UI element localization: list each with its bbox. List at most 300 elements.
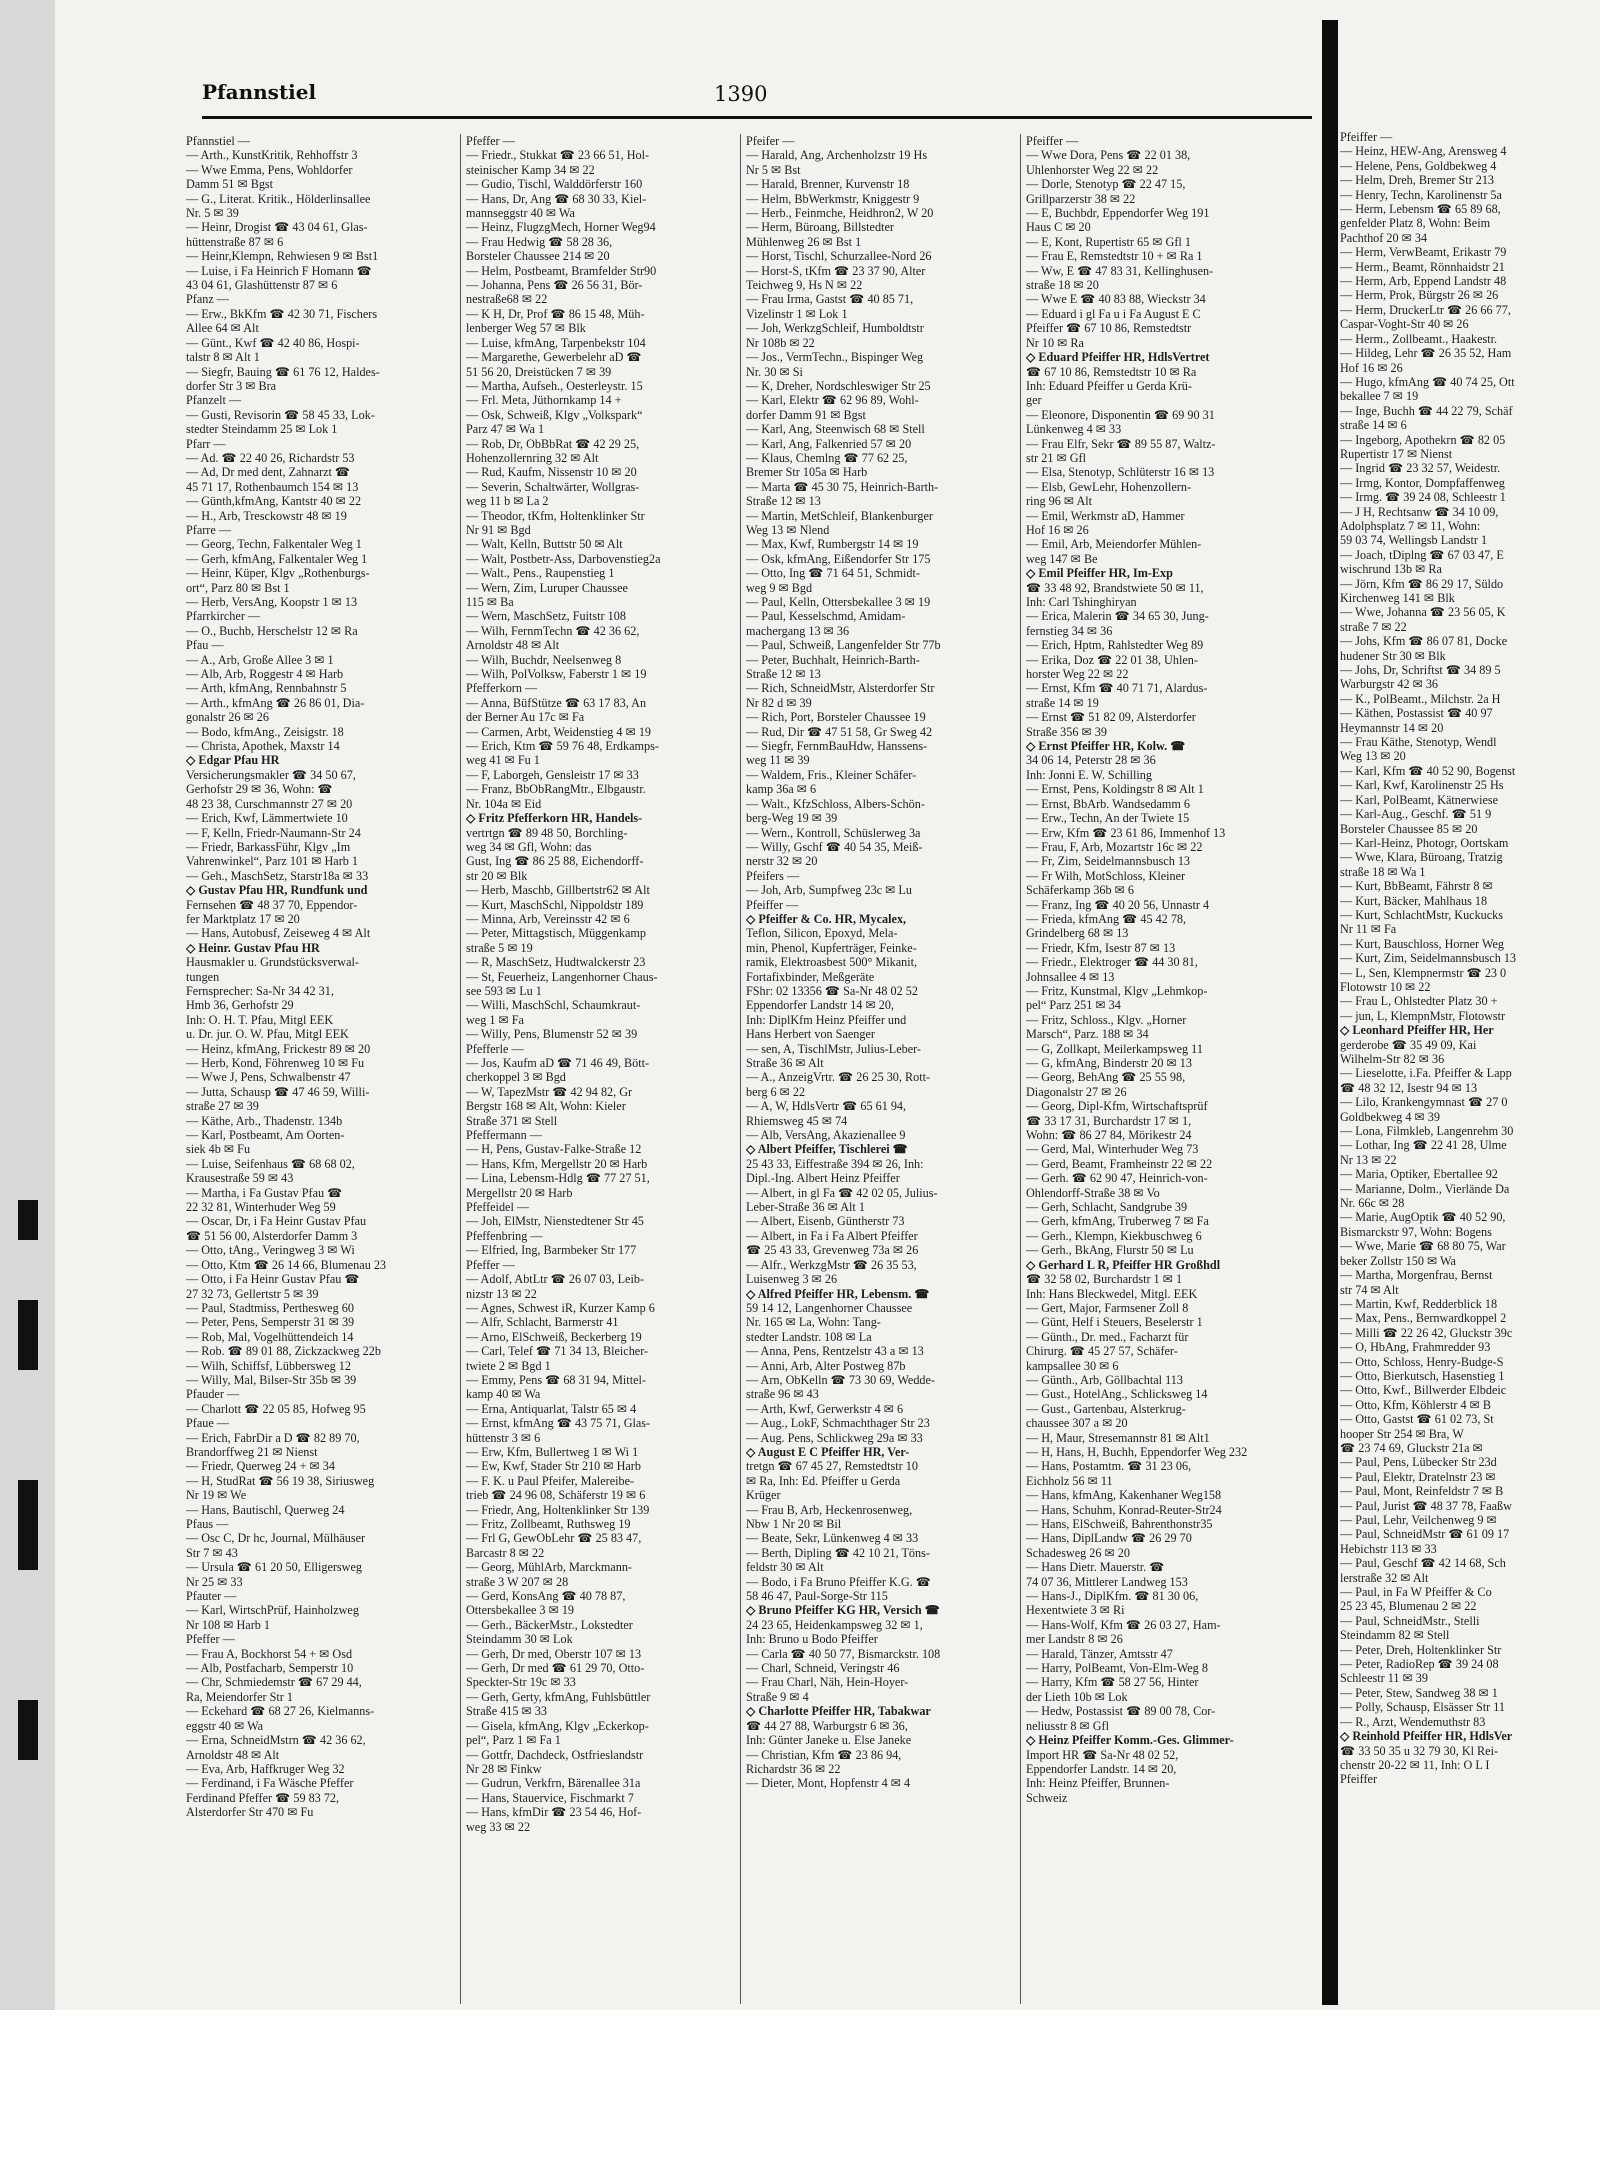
listing-line: Pfeffeidel — bbox=[466, 1200, 530, 1215]
listing-line: Pfeffer — bbox=[466, 134, 515, 148]
listing-line: — Paul, Stadtmiss, Perthesweg 60 bbox=[186, 1300, 354, 1315]
listing-line: — H, Maur, Stresemannstr 81 ✉ Alt1 bbox=[1026, 1430, 1210, 1445]
listing-line: Pfeffermann — bbox=[466, 1128, 542, 1143]
listing-line: Nr 91 ✉ Bgd bbox=[466, 522, 531, 537]
listing-column-1 bbox=[186, 134, 454, 1820]
listing-line: — Friedr, BarkassFühr, Klgv „Im bbox=[186, 839, 351, 854]
listing-line: Nr. 66c ✉ 28 bbox=[1340, 1196, 1405, 1211]
listing-line: — Hugo, kfmAng ☎ 40 74 25, Ott bbox=[1340, 374, 1515, 389]
listing-line: 58 46 47, Paul-Sorge-Str 115 bbox=[746, 1589, 888, 1604]
listing-line: — Aug., LokF, Schmachthager Str 23 bbox=[746, 1416, 930, 1431]
listing-line: dorfer Damm 91 ✉ Bgst bbox=[746, 407, 866, 422]
page-number: 1390 bbox=[714, 82, 768, 106]
listing-line: — Geh., MaschSetz, Starstr18a ✉ 33 bbox=[186, 868, 369, 883]
listing-line: — Willy, Mal, Bilser-Str 35b ✉ 39 bbox=[186, 1372, 357, 1387]
listing-line: twiete 2 ✉ Bgd 1 bbox=[466, 1358, 551, 1373]
listing-line: Schweiz bbox=[1026, 1790, 1068, 1805]
listing-line: — Friedr, Kfm, Isestr 87 ✉ 13 bbox=[1026, 940, 1176, 955]
listing-line: straße 96 ✉ 43 bbox=[746, 1387, 819, 1402]
listing-line: straße 18 ✉ 20 bbox=[1026, 278, 1099, 293]
listing-line: ◇ Ernst Pfeiffer HR, Kolw. ☎ bbox=[1026, 739, 1186, 754]
listing-line: Nbw 1 Nr 20 ✉ Bil bbox=[746, 1517, 842, 1531]
listing-line: 48 23 38, Curschmannstr 27 ✉ 20 bbox=[186, 796, 353, 811]
listing-line: — Arth, Kwf, Gerwerkstr 4 ✉ 6 bbox=[746, 1401, 904, 1416]
listing-line: Rhiemsweg 45 ✉ 74 bbox=[746, 1113, 848, 1128]
listing-line: Teichweg 9, Hs N ✉ 22 bbox=[746, 278, 863, 293]
listing-line: — Herm, Prok, Bürgstr 26 ✉ 26 bbox=[1340, 288, 1499, 303]
listing-line: — Franz, Ing ☎ 40 20 56, Unnastr 4 bbox=[1026, 897, 1210, 912]
listing-line: — Wilh, FernmTechn ☎ 42 36 62, bbox=[466, 623, 640, 638]
listing-line: — Arth, kfmAng, Rennbahnstr 5 bbox=[186, 681, 347, 696]
listing-line: Pfeiffer — bbox=[746, 897, 799, 912]
listing-line: — Lona, Filmkleb, Langenrehm 30 bbox=[1340, 1124, 1514, 1139]
listing-line: Warburgstr 42 ✉ 36 bbox=[1340, 677, 1439, 692]
listing-line: Uhlenhorster Weg 22 ✉ 22 bbox=[1026, 162, 1159, 177]
listing-column-2 bbox=[466, 134, 734, 1834]
listing-line: — Günth., Dr. med., Facharzt für bbox=[1026, 1329, 1189, 1344]
listing-line: Pfarre — bbox=[186, 522, 232, 537]
listing-line: Fernsehen ☎ 48 37 70, Eppendor- bbox=[186, 897, 358, 912]
listing-line: — Eva, Arb, Haffkruger Weg 32 bbox=[186, 1761, 345, 1776]
listing-line: Diagonalstr 27 ✉ 26 bbox=[1026, 1084, 1127, 1099]
listing-line: — Paul, Pens, Lübecker Str 23d bbox=[1340, 1455, 1497, 1470]
listing-line: Mühlenweg 26 ✉ Bst 1 bbox=[746, 234, 862, 249]
listing-line: — Peter, RadioRep ☎ 39 24 08 bbox=[1340, 1657, 1499, 1672]
listing-line: Pfeifer — bbox=[746, 134, 795, 148]
listing-line: ☎ 33 48 92, Brandstwiete 50 ✉ 11, bbox=[1026, 580, 1204, 595]
listing-line: — Herm, Büroang, Billstedter bbox=[746, 220, 894, 235]
listing-line: — Wwe Dora, Pens ☎ 22 01 38, bbox=[1026, 148, 1191, 163]
listing-line: — Hans, ElSchweiß, Bahrenthonstr35 bbox=[1026, 1517, 1213, 1531]
listing-line: bekallee 7 ✉ 19 bbox=[1340, 389, 1419, 404]
listing-line: — Alfr, Schlacht, Barmerstr 41 bbox=[466, 1315, 619, 1330]
listing-line: — Alb, Postfacharb, Semperstr 10 bbox=[186, 1661, 354, 1676]
listing-line: Pfeffenbring — bbox=[466, 1228, 543, 1243]
listing-line: Pfauder — bbox=[186, 1387, 240, 1402]
listing-line: — Henry, Techn, Karolinenstr 5a bbox=[1340, 187, 1502, 202]
listing-line: weg 147 ✉ Be bbox=[1026, 551, 1098, 566]
listing-line: tretgn ☎ 67 45 27, Remstedtstr 10 bbox=[746, 1459, 918, 1474]
listing-line: — Siegfr, Bauing ☎ 61 76 12, Haldes- bbox=[186, 364, 380, 379]
listing-line: ◇ Alfred Pfeiffer HR, Lebensm. ☎ bbox=[746, 1286, 930, 1301]
listing-line: Lünkenweg 4 ✉ 33 bbox=[1026, 422, 1122, 437]
listing-line: Allee 64 ✉ Alt bbox=[186, 321, 259, 336]
listing-line: Bismarckstr 97, Wohn: Bogens bbox=[1340, 1224, 1492, 1239]
listing-line: Str 7 ✉ 43 bbox=[186, 1545, 238, 1560]
listing-line: — Maria, Optiker, Ebertallee 92 bbox=[1340, 1167, 1498, 1182]
listing-line: — Karl, Postbeamt, Am Oorten- bbox=[186, 1128, 345, 1143]
listing-line: Eppendorfer Landstr 14 ✉ 20, bbox=[746, 998, 894, 1013]
listing-line: genfelder Platz 8, Wohn: Beim bbox=[1340, 216, 1491, 231]
listing-line: — Walt, Postbetr-Ass, Darbovenstieg2a bbox=[466, 551, 661, 566]
listing-line: ✉ Ra, Inh: Ed. Pfeiffer u Gerda bbox=[746, 1473, 901, 1488]
listing-line: Pfauter — bbox=[186, 1589, 237, 1604]
listing-line: — Frau, F, Arb, Mozartstr 16c ✉ 22 bbox=[1026, 839, 1203, 854]
listing-line: — Gerh, Dr med, Oberstr 107 ✉ 13 bbox=[466, 1646, 642, 1661]
listing-line: Heymannstr 14 ✉ 20 bbox=[1340, 720, 1444, 735]
listing-line: — Otto, i Fa Heinr Gustav Pfau ☎ bbox=[186, 1272, 360, 1287]
header-rule bbox=[202, 116, 1312, 119]
listing-line: — Willy, Pens, Blumenstr 52 ✉ 39 bbox=[466, 1027, 638, 1042]
listing-line: Dipl.-Ing. Albert Heinz Pfeiffer bbox=[746, 1171, 900, 1186]
listing-line: Straße 36 ✉ Alt bbox=[746, 1056, 824, 1070]
listing-line: — Gerh. ☎ 62 90 47, Heinrich-von- bbox=[1026, 1171, 1208, 1186]
listing-line: — Martin, MetSchleif, Blankenburger bbox=[746, 508, 933, 523]
listing-line: Richardstr 36 ✉ 22 bbox=[746, 1761, 841, 1776]
listing-line: — Harald, Tänzer, Amtsstr 47 bbox=[1026, 1646, 1173, 1661]
listing-line: — Gottfr, Dachdeck, Ostfrieslandstr bbox=[466, 1747, 644, 1762]
listing-line: feldstr 30 ✉ Alt bbox=[746, 1560, 824, 1575]
listing-line: 25 43 33, Eiffestraße 394 ✉ 26, Inh: bbox=[746, 1156, 924, 1171]
listing-line: Straße 356 ✉ 39 bbox=[1026, 724, 1107, 739]
listing-line: Inh: Hans Bleckwedel, Mitgl. EEK bbox=[1026, 1286, 1198, 1301]
ink-blot bbox=[18, 1200, 38, 1240]
listing-line: weg 33 ✉ 22 bbox=[466, 1819, 531, 1834]
listing-line: — Käthe, Arb., Thadenstr. 134b bbox=[186, 1113, 343, 1128]
listing-line: Chirurg. ☎ 45 27 57, Schäfer- bbox=[1026, 1344, 1178, 1359]
listing-line: — F. K. u Paul Pfeifer, Malereibe- bbox=[466, 1473, 635, 1488]
listing-line: — Luise, kfmAng, Tarpenbekstr 104 bbox=[466, 335, 646, 350]
listing-line: Inh: DiplKfm Heinz Pfeiffer und bbox=[746, 1012, 907, 1027]
listing-line: — Kurt, SchlachtMstr, Kuckucks bbox=[1340, 907, 1504, 922]
listing-line: — Gerh., BkAng, Flurstr 50 ✉ Lu bbox=[1026, 1243, 1194, 1258]
listing-line: — Elsa, Stenotyp, Schlüterstr 16 ✉ 13 bbox=[1026, 465, 1215, 480]
listing-line: — Berth, Dipling ☎ 42 10 21, Töns- bbox=[746, 1545, 930, 1560]
listing-line: min, Phenol, Kupferträger, Feinke- bbox=[746, 940, 917, 955]
listing-line: — Otto, Gastst ☎ 61 02 73, St bbox=[1340, 1412, 1494, 1427]
listing-line: — Kurt, Bäcker, Mahlhaus 18 bbox=[1340, 893, 1488, 908]
listing-line: Borsteler Chaussee 85 ✉ 20 bbox=[1340, 821, 1478, 836]
listing-line: — Karl, Ang, Steenwisch 68 ✉ Stell bbox=[746, 422, 925, 437]
listing-line: — Gerh., BäckerMstr., Lokstedter bbox=[466, 1617, 633, 1632]
listing-line: — Heinr,Klempn, Rehwiesen 9 ✉ Bst1 bbox=[186, 249, 379, 264]
listing-line: — Luise, Seifenhaus ☎ 68 68 02, bbox=[186, 1156, 355, 1171]
listing-line: — Paul, Jurist ☎ 48 37 78, Faaßw bbox=[1340, 1498, 1512, 1513]
listing-line: — Anna, Pens, Rentzelstr 43 a ✉ 13 bbox=[746, 1344, 924, 1359]
listing-line: Pfau — bbox=[186, 638, 224, 653]
listing-line: — Friedr., Stukkat ☎ 23 66 51, Hol- bbox=[466, 148, 650, 163]
listing-line: — Osc C, Dr hc, Journal, Mülhäuser bbox=[186, 1531, 366, 1546]
listing-line: — Lilo, Krankengymnast ☎ 27 0 bbox=[1340, 1095, 1508, 1110]
listing-line: — Herb, Maschb, Gillbertstr62 ✉ Alt bbox=[466, 883, 650, 898]
listing-line: — Hans, kfmAng, Kakenhaner Weg158 bbox=[1026, 1488, 1222, 1503]
listing-line: — Otto, tAng., Veringweg 3 ✉ Wi bbox=[186, 1243, 355, 1258]
listing-line: Steindamm 30 ✉ Lok bbox=[466, 1632, 573, 1647]
page-gutter-shadow bbox=[1322, 20, 1338, 2005]
listing-line: Wohn: ☎ 86 27 84, Mörikestr 24 bbox=[1026, 1128, 1192, 1143]
listing-line: Grindelberg 68 ✉ 13 bbox=[1026, 926, 1129, 941]
listing-line: — Christian, Kfm ☎ 23 86 94, bbox=[746, 1747, 902, 1762]
listing-line: Hof 16 ✉ 26 bbox=[1026, 522, 1089, 537]
listing-line: str 74 ✉ Alt bbox=[1340, 1282, 1399, 1297]
listing-line: str 21 ✉ Gfl bbox=[1026, 450, 1086, 465]
listing-line: ☎ 23 74 69, Gluckstr 21a ✉ bbox=[1340, 1440, 1483, 1455]
listing-line: — Hans, Dr, Ang ☎ 68 30 33, Kiel- bbox=[466, 191, 647, 206]
listing-line: — Gust., HotelAng., Schlicksweg 14 bbox=[1026, 1387, 1208, 1402]
listing-line: — Friedr, Querweg 24 + ✉ 34 bbox=[186, 1459, 335, 1474]
listing-line: ☎ 33 17 31, Burchardstr 17 ✉ 1, bbox=[1026, 1113, 1192, 1128]
listing-line: ◇ Bruno Pfeiffer KG HR, Versich ☎ bbox=[746, 1603, 940, 1618]
listing-line: — H, StudRat ☎ 56 19 38, Siriusweg bbox=[186, 1473, 375, 1488]
listing-line: Vizelinstr 1 ✉ Lok 1 bbox=[746, 306, 848, 321]
listing-line: — Walt., KfzSchloss, Albers-Schön- bbox=[746, 796, 925, 811]
listing-line: — St, Feuerheiz, Langenhorner Chaus- bbox=[466, 969, 658, 984]
listing-line: — K., PolBeamt., Milchstr. 2a H bbox=[1340, 691, 1501, 706]
listing-line: — Jos, Kaufm aD ☎ 71 46 49, Bött- bbox=[466, 1056, 650, 1070]
listing-line: — jun, L, KlempnMstr, Flotowstr bbox=[1340, 1008, 1506, 1023]
listing-line: — Karl-Heinz, Photogr, Oortskam bbox=[1340, 835, 1509, 850]
listing-line: weg 1 ✉ Fa bbox=[466, 1012, 524, 1027]
listing-line: — Hans-J., DiplKfm. ☎ 81 30 06, bbox=[1026, 1589, 1199, 1604]
listing-line: weg 41 ✉ Fu 1 bbox=[466, 753, 540, 768]
listing-line: Nr. 30 ✉ Si bbox=[746, 364, 803, 379]
listing-line: Inh: Eduard Pfeiffer u Gerda Krü- bbox=[1026, 378, 1192, 393]
listing-line: Nr. 104a ✉ Eid bbox=[466, 796, 542, 811]
listing-line: — K, Dreher, Nordschleswiger Str 25 bbox=[746, 378, 931, 393]
listing-line: — Johs, Dr, Schriftst ☎ 34 89 5 bbox=[1340, 663, 1501, 678]
listing-line: nestraße68 ✉ 22 bbox=[466, 292, 548, 307]
listing-line: ◇ Edgar Pfau HR bbox=[186, 753, 280, 768]
listing-line: ort“, Parz 80 ✉ Bst 1 bbox=[186, 580, 290, 595]
listing-line: — Wwe, Klara, Büroang, Tratzig bbox=[1340, 850, 1503, 865]
listing-line: Weg 13 ✉ Nlend bbox=[746, 522, 830, 537]
listing-line: — Gudrun, Verkfrn, Bärenallee 31a bbox=[466, 1776, 641, 1791]
listing-line: — Herm, Lebensm ☎ 65 89 68, bbox=[1340, 202, 1501, 217]
listing-line: ☎ 25 43 33, Grevenweg 73a ✉ 26 bbox=[746, 1243, 919, 1258]
listing-line: Krausestraße 59 ✉ 43 bbox=[186, 1171, 294, 1186]
listing-line: — E, Buchbdr, Eppendorfer Weg 191 bbox=[1026, 206, 1210, 221]
listing-line: Pfanzelt — bbox=[186, 393, 242, 408]
listing-line: Straße 371 ✉ Stell bbox=[466, 1113, 558, 1128]
listing-line: — Rob, Dr, ObBbRat ☎ 42 29 25, bbox=[466, 436, 640, 451]
listing-line: Inh: Carl Tshinghiryan bbox=[1026, 595, 1137, 609]
listing-line: — Ursula ☎ 61 20 50, Elligersweg bbox=[186, 1560, 362, 1575]
listing-line: ger bbox=[1026, 393, 1042, 408]
listing-line: Brandorffweg 21 ✉ Nienst bbox=[186, 1444, 318, 1459]
listing-line: — Heinr, Drogist ☎ 43 04 61, Glas- bbox=[186, 220, 368, 235]
listing-line: kampsallee 30 ✉ 6 bbox=[1026, 1358, 1119, 1373]
listing-line: — Frau E, Remstedtstr 10 + ✉ Ra 1 bbox=[1026, 249, 1203, 264]
listing-line: — Walt, Kelln, Buttstr 50 ✉ Alt bbox=[466, 537, 623, 552]
listing-line: — Charlott ☎ 22 05 85, Hofweg 95 bbox=[186, 1401, 366, 1416]
listing-line: dorfer Str 3 ✉ Bra bbox=[186, 378, 277, 393]
listing-line: — Hans-Wolf, Kfm ☎ 26 03 27, Ham- bbox=[1026, 1617, 1221, 1632]
listing-line: straße 5 ✉ 19 bbox=[466, 940, 533, 955]
listing-line: — Frau Elfr, Sekr ☎ 89 55 87, Waltz- bbox=[1026, 436, 1216, 451]
listing-line: Pfanz — bbox=[186, 292, 229, 307]
listing-line: — Anni, Arb, Alter Postweg 87b bbox=[746, 1358, 906, 1373]
listing-line: — Max, Pens., Bernwardkoppel 2 bbox=[1340, 1311, 1507, 1326]
listing-line: — Peter, Pens, Semperstr 31 ✉ 39 bbox=[186, 1315, 355, 1330]
listing-line: — Helene, Pens, Goldbekweg 4 bbox=[1340, 158, 1497, 173]
listing-line: — Rich, Port, Borsteler Chaussee 19 bbox=[746, 710, 926, 725]
listing-line: Hebichstr 113 ✉ 33 bbox=[1340, 1541, 1437, 1556]
listing-line: straße 7 ✉ 22 bbox=[1340, 619, 1407, 634]
listing-line: ◇ Reinhold Pfeiffer HR, HdlsVer bbox=[1340, 1729, 1513, 1744]
listing-line: — Oscar, Dr, i Fa Heinr Gustav Pfau bbox=[186, 1214, 367, 1229]
listing-line: — Hans, Bautischl, Querweg 24 bbox=[186, 1502, 345, 1517]
listing-column-4 bbox=[1026, 134, 1294, 1805]
listing-line: — Heinr, Küper, Klgv „Rothenburgs- bbox=[186, 566, 370, 581]
listing-line: — Hans, Schuhm, Konrad-Reuter-Str24 bbox=[1026, 1502, 1222, 1517]
listing-line: Hexentwiete 3 ✉ Ri bbox=[1026, 1603, 1125, 1618]
listing-line: — Harald, Brenner, Kurvenstr 18 bbox=[746, 177, 910, 192]
listing-line: — Wern., Kontroll, Schüslerweg 3a bbox=[746, 825, 921, 840]
listing-line: hüttenstr 3 ✉ 6 bbox=[466, 1430, 541, 1445]
listing-line: — L, Sen, Klempnermstr ☎ 23 0 bbox=[1340, 965, 1507, 980]
listing-line: — Gerh, kfmAng, Falkentaler Weg 1 bbox=[186, 551, 368, 566]
listing-line: — Wwe, Johanna ☎ 23 56 05, K bbox=[1340, 605, 1506, 620]
listing-line: — F, Laborgeh, Gensleistr 17 ✉ 33 bbox=[466, 767, 639, 782]
listing-line: — G, Zollkapt, Meilerkampsweg 11 bbox=[1026, 1041, 1203, 1056]
listing-line: 27 32 73, Gellertstr 5 ✉ 39 bbox=[186, 1286, 319, 1301]
listing-line: Wilhelm-Str 82 ✉ 36 bbox=[1340, 1052, 1445, 1066]
listing-line: — Waldem, Fris., Kleiner Schäfer- bbox=[746, 767, 917, 782]
listing-line: — Ernst, Pens, Koldingstr 8 ✉ Alt 1 bbox=[1026, 782, 1204, 797]
listing-line: — Joach, tDiplng ☎ 67 03 47, E bbox=[1340, 547, 1504, 562]
listing-line: ◇ Albert Pfeiffer, Tischlerei ☎ bbox=[746, 1142, 908, 1157]
listing-line: Bremer Str 105a ✉ Harb bbox=[746, 465, 868, 480]
listing-line: — Harry, PolBeamt, Von-Elm-Weg 8 bbox=[1026, 1661, 1208, 1676]
listing-line: — Ernst ☎ 51 82 09, Alsterdorfer bbox=[1026, 710, 1196, 725]
listing-line: Inh: O. H. T. Pfau, Mitgl EEK bbox=[186, 1012, 334, 1027]
listing-line: — Gerh, Dr med ☎ 61 29 70, Otto- bbox=[466, 1661, 645, 1676]
listing-line: — Otto, Bierkutsch, Hasenstieg 1 bbox=[1340, 1368, 1505, 1383]
listing-line: — Erich, Kwf, Lämmertwiete 10 bbox=[186, 811, 348, 826]
listing-line: — Wwe J, Pens, Schwalbenstr 47 bbox=[186, 1070, 351, 1085]
listing-line: — Hans, Autobusf, Zeiseweg 4 ✉ Alt bbox=[186, 926, 371, 941]
listing-line: — Paul, in Fa W Pfeiffer & Co bbox=[1340, 1585, 1492, 1600]
listing-line: — Ingrid ☎ 23 32 57, Weidestr. bbox=[1340, 461, 1501, 476]
listing-line: — Lieselotte, i.Fa. Pfeiffer & Lapp bbox=[1340, 1066, 1512, 1081]
listing-line: weg 34 ✉ Gfl, Wohn: das bbox=[466, 839, 592, 854]
listing-line: — Irmg. ☎ 39 24 08, Schleestr 1 bbox=[1340, 490, 1506, 505]
listing-line: ◇ Leonhard Pfeiffer HR, Her bbox=[1340, 1023, 1494, 1038]
listing-line: fer Marktplatz 17 ✉ 20 bbox=[186, 911, 300, 926]
listing-line: straße 27 ✉ 39 bbox=[186, 1099, 259, 1114]
listing-line: — Agnes, Schwest iR, Kurzer Kamp 6 bbox=[466, 1300, 655, 1315]
listing-line: Adolphsplatz 7 ✉ 11, Wohn: bbox=[1340, 518, 1481, 533]
listing-line: — Marianne, Dolm., Vierlände Da bbox=[1340, 1181, 1510, 1196]
listing-line: — Ew, Kwf, Stader Str 210 ✉ Harb bbox=[466, 1459, 641, 1474]
listing-line: hooper Str 254 ✉ Bra, W bbox=[1340, 1426, 1464, 1441]
listing-line: 74 07 36, Mittlerer Landweg 153 bbox=[1026, 1574, 1188, 1589]
listing-line: Pfaue — bbox=[186, 1416, 229, 1431]
listing-line: Marsch“, Parz. 188 ✉ 34 bbox=[1026, 1027, 1149, 1042]
listing-line: 45 71 17, Rothenbaumch 154 ✉ 13 bbox=[186, 479, 359, 494]
listing-line: — Theodor, tKfm, Holtenklinker Str bbox=[466, 508, 645, 523]
listing-line: Bergstr 168 ✉ Alt, Wohn: Kieler bbox=[466, 1099, 626, 1114]
listing-line: Nr 108 ✉ Harb 1 bbox=[186, 1617, 270, 1632]
listing-line: — K H, Dr, Prof ☎ 86 15 48, Müh- bbox=[466, 306, 645, 321]
listing-line: Schäferkamp 36b ✉ 6 bbox=[1026, 883, 1135, 898]
listing-line: trieb ☎ 24 96 08, Schäferstr 19 ✉ 6 bbox=[466, 1488, 646, 1503]
listing-line: — Otto, Ing ☎ 71 64 51, Schmidt- bbox=[746, 566, 920, 581]
listing-line: — Ernst, kfmAng ☎ 43 75 71, Glas- bbox=[466, 1416, 651, 1431]
listing-line: Inh: Heinz Pfeiffer, Brunnen- bbox=[1026, 1776, 1170, 1791]
listing-line: cherkoppel 3 ✉ Bgd bbox=[466, 1070, 566, 1085]
listing-line: Haus C ✉ 20 bbox=[1026, 220, 1091, 235]
listing-line: — Hans, Stauervice, Fischmarkt 7 bbox=[466, 1790, 634, 1805]
listing-line: — Karl, WirtschPrüf, Hainholzweg bbox=[186, 1603, 359, 1618]
listing-line: pel“ Parz 251 ✉ 34 bbox=[1026, 998, 1121, 1013]
listing-line: Hans Herbert von Saenger bbox=[746, 1027, 875, 1042]
listing-line: — Milli ☎ 22 26 42, Gluckstr 39c bbox=[1340, 1325, 1513, 1340]
listing-line: talstr 8 ✉ Alt 1 bbox=[186, 350, 260, 365]
listing-line: — Elsb, GewLehr, Hohenzollern- bbox=[1026, 479, 1192, 494]
listing-line: — Gudio, Tischl, Walddörferstr 160 bbox=[466, 177, 643, 192]
listing-line: mer Landstr 8 ✉ 26 bbox=[1026, 1632, 1123, 1647]
listing-line: straße 3 W 207 ✉ 28 bbox=[466, 1574, 569, 1589]
listing-line: — Margarethe, Gewerbelehr aD ☎ bbox=[466, 350, 642, 365]
listing-line: Steindamm 82 ✉ Stell bbox=[1340, 1628, 1450, 1643]
listing-line: Pfeiffer bbox=[1340, 1772, 1377, 1787]
listing-line: Nr 11 ✉ Fa bbox=[1340, 922, 1397, 937]
listing-line: — Fritz, Kunstmal, Klgv „Lehmkop- bbox=[1026, 983, 1208, 998]
listing-line: stedter Steindamm 25 ✉ Lok 1 bbox=[186, 422, 338, 437]
listing-column-3 bbox=[746, 134, 1014, 1791]
listing-line: — Hans, Postamtm. ☎ 31 23 06, bbox=[1026, 1459, 1192, 1474]
directory-page bbox=[178, 70, 1318, 2005]
listing-line: horster Weg 22 ✉ 22 bbox=[1026, 667, 1129, 682]
listing-line: — Emmy, Pens ☎ 68 31 94, Mittel- bbox=[466, 1372, 646, 1387]
listing-line: — Gerd, Beamt, Framheinstr 22 ✉ 22 bbox=[1026, 1156, 1213, 1171]
listing-line: — Günt, Helf i Steuers, Beselerstr 1 bbox=[1026, 1315, 1203, 1330]
listing-line: — Frau B, Arb, Heckenrosenweg, bbox=[746, 1502, 913, 1517]
listing-line: ☎ 67 10 86, Remstedtstr 10 ✉ Ra bbox=[1026, 364, 1197, 379]
listing-line: — Otto, Ktm ☎ 26 14 66, Blumenau 23 bbox=[186, 1257, 387, 1272]
listing-line: Goldbekweg 4 ✉ 39 bbox=[1340, 1109, 1440, 1124]
listing-line: Damm 51 ✉ Bgst bbox=[186, 177, 274, 192]
listing-line: — Rob. ☎ 89 01 88, Zickzackweg 22b bbox=[186, 1344, 381, 1359]
listing-line: Teflon, Silicon, Epoxyd, Mela- bbox=[746, 926, 898, 941]
listing-line: Inh: Bruno u Bodo Pfeiffer bbox=[746, 1632, 878, 1647]
listing-line: — Peter, Buchhalt, Heinrich-Barth- bbox=[746, 652, 920, 667]
listing-line: — Horst-S, tKfm ☎ 23 37 90, Alter bbox=[746, 263, 926, 278]
listing-line: Pfeifers — bbox=[746, 868, 800, 883]
listing-line: — Bodo, i Fa Bruno Pfeiffer K.G. ☎ bbox=[746, 1574, 931, 1589]
listing-line: — sen, A, TischlMstr, Julius-Leber- bbox=[746, 1041, 921, 1056]
listing-line: — G., Literat. Kritik., Hölderlinsallee bbox=[186, 191, 371, 206]
listing-line: — Heinz, FlugzgMech, Horner Weg94 bbox=[466, 220, 656, 235]
listing-line: — Joh, WerkzgSchleif, Humboldtstr bbox=[746, 321, 924, 336]
listing-line: ☎ 33 50 35 u 32 79 30, Kl Rei- bbox=[1340, 1743, 1499, 1758]
listing-line: siek 4b ✉ Fu bbox=[186, 1142, 251, 1157]
listing-line: — Martha, Aufseh., Oesterleystr. 15 bbox=[466, 378, 643, 393]
listing-line: 115 ✉ Ba bbox=[466, 595, 514, 609]
listing-line: weg 9 ✉ Bgd bbox=[746, 580, 813, 595]
listing-line: — Alfr., WerkzgMstr ☎ 26 35 53, bbox=[746, 1257, 917, 1272]
listing-line: Flotowstr 10 ✉ 22 bbox=[1340, 979, 1431, 994]
listing-line: — Arn, ObKelln ☎ 73 30 69, Wedde- bbox=[746, 1372, 935, 1387]
listing-line: Fortafixbinder, Meßgeräte bbox=[746, 969, 875, 984]
listing-line: berg 6 ✉ 22 bbox=[746, 1084, 806, 1099]
listing-line: — Peter, Mittagstisch, Müggenkamp bbox=[466, 926, 646, 941]
listing-line: Pfeffer — bbox=[466, 1257, 515, 1272]
listing-line: Barcastr 8 ✉ 22 bbox=[466, 1545, 545, 1560]
listing-line: wischrund 13b ✉ Ra bbox=[1340, 562, 1442, 577]
listing-line: — Eleonore, Disponentin ☎ 69 90 31 bbox=[1026, 407, 1215, 422]
listing-line: — Severin, Schaltwärter, Wollgras- bbox=[466, 479, 640, 494]
listing-line: Pfefferle — bbox=[466, 1041, 524, 1056]
listing-line: — Günth,kfmAng, Kantstr 40 ✉ 22 bbox=[186, 494, 362, 509]
listing-line: straße 14 ✉ 19 bbox=[1026, 695, 1099, 710]
listing-line: — Frau Käthe, Stenotyp, Wendl bbox=[1340, 735, 1497, 750]
listing-line: 25 23 45, Blumenau 2 ✉ 22 bbox=[1340, 1599, 1477, 1614]
listing-line: Rupertistr 17 ✉ Nienst bbox=[1340, 446, 1453, 461]
listing-line: Ferdinand Pfeffer ☎ 59 83 72, bbox=[186, 1790, 340, 1805]
listing-line: — Erna, SchneidMstrn ☎ 42 36 62, bbox=[186, 1733, 366, 1748]
